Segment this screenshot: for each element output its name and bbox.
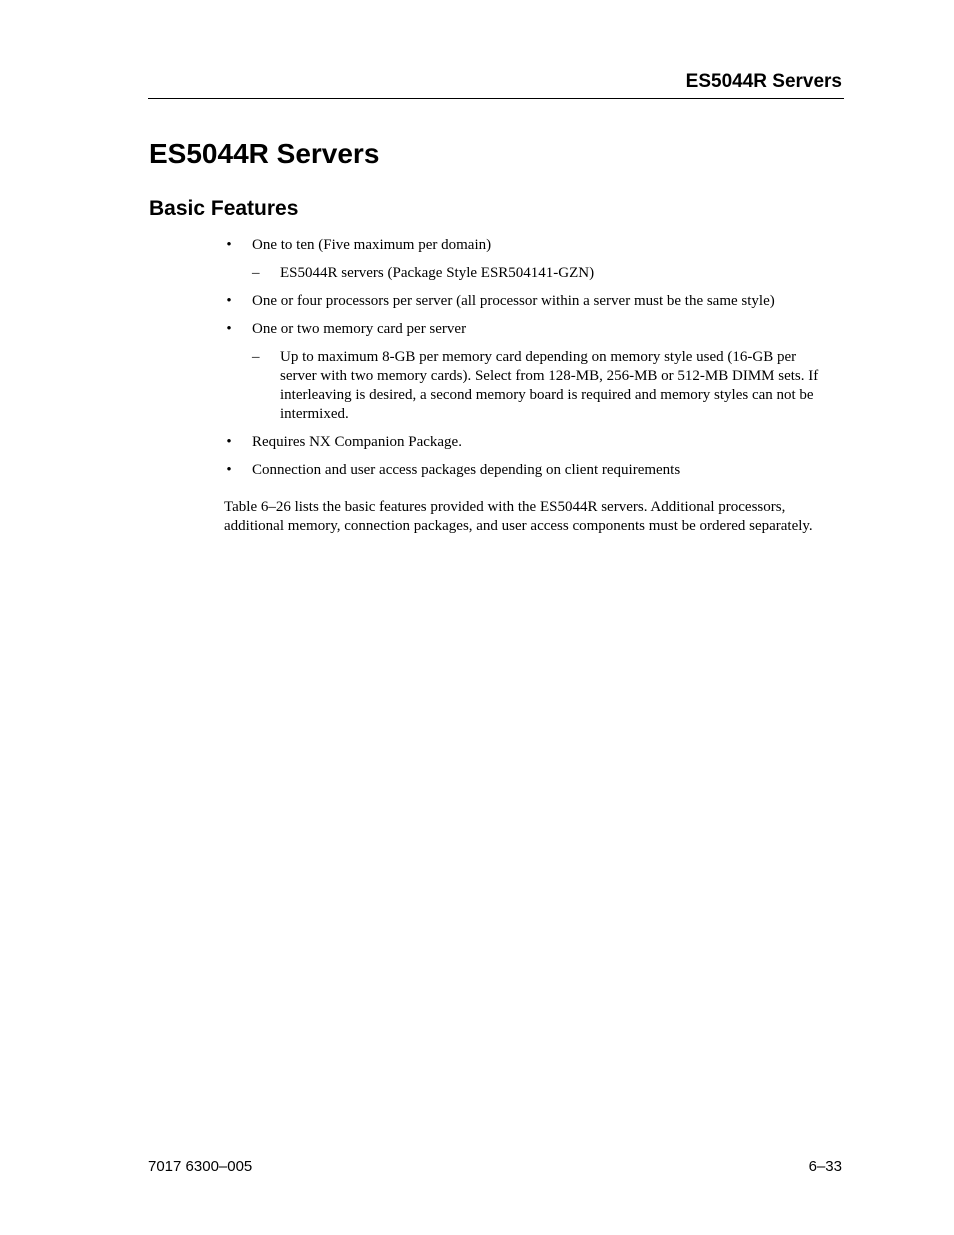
subsection-title: Basic Features: [149, 197, 299, 220]
feature-sublist: [252, 264, 834, 283]
dash-icon: –: [252, 265, 260, 281]
feature-text: Requires NX Companion Package.: [252, 434, 462, 450]
feature-item: [224, 433, 834, 452]
feature-text: One to ten (Five maximum per domain): [252, 237, 492, 253]
feature-subitem-text: Up to maximum 8-GB per memory card depending on memory style used (16-GB per server with two memory cards). Select from 128-MB, 256-MB or 512-MB DIMM sets. If interleaving is desired, a second memory board is required and memory styles can not be intermixed.: [280, 349, 819, 422]
bullet-icon: •: [226, 293, 232, 309]
page-number: 6–33: [808, 1158, 842, 1175]
feature-item: [224, 461, 834, 480]
section-title: ES5044R Servers: [149, 138, 380, 169]
feature-subitem: [252, 264, 834, 283]
feature-subitem: [252, 348, 834, 424]
bullet-icon: •: [226, 434, 232, 450]
feature-text: One or two memory card per server: [252, 321, 467, 337]
bullet-icon: •: [226, 237, 232, 253]
header-rule: [148, 98, 844, 99]
feature-item: [224, 236, 834, 283]
feature-subitem-text: ES5044R servers (Package Style ESR504141-GZN): [280, 265, 595, 281]
document-number: 7017 6300–005: [148, 1158, 253, 1175]
bullet-icon: •: [226, 462, 232, 478]
feature-text: Connection and user access packages depending on client requirements: [252, 462, 681, 478]
dash-icon: –: [252, 349, 260, 365]
features-paragraph: Table 6–26 lists the basic features provided with the ES5044R servers. Additional processors, additional memory, connection packages, and user access components must be ordered separately.: [224, 499, 813, 534]
feature-list: [224, 236, 834, 480]
feature-sublist: [252, 348, 834, 424]
feature-item: [224, 320, 834, 424]
body-content: [224, 236, 834, 536]
bullet-icon: •: [226, 321, 232, 337]
feature-text: One or four processors per server (all processor within a server must be the same style): [252, 293, 775, 309]
feature-item: [224, 292, 834, 311]
running-header: ES5044R Servers: [685, 71, 842, 92]
